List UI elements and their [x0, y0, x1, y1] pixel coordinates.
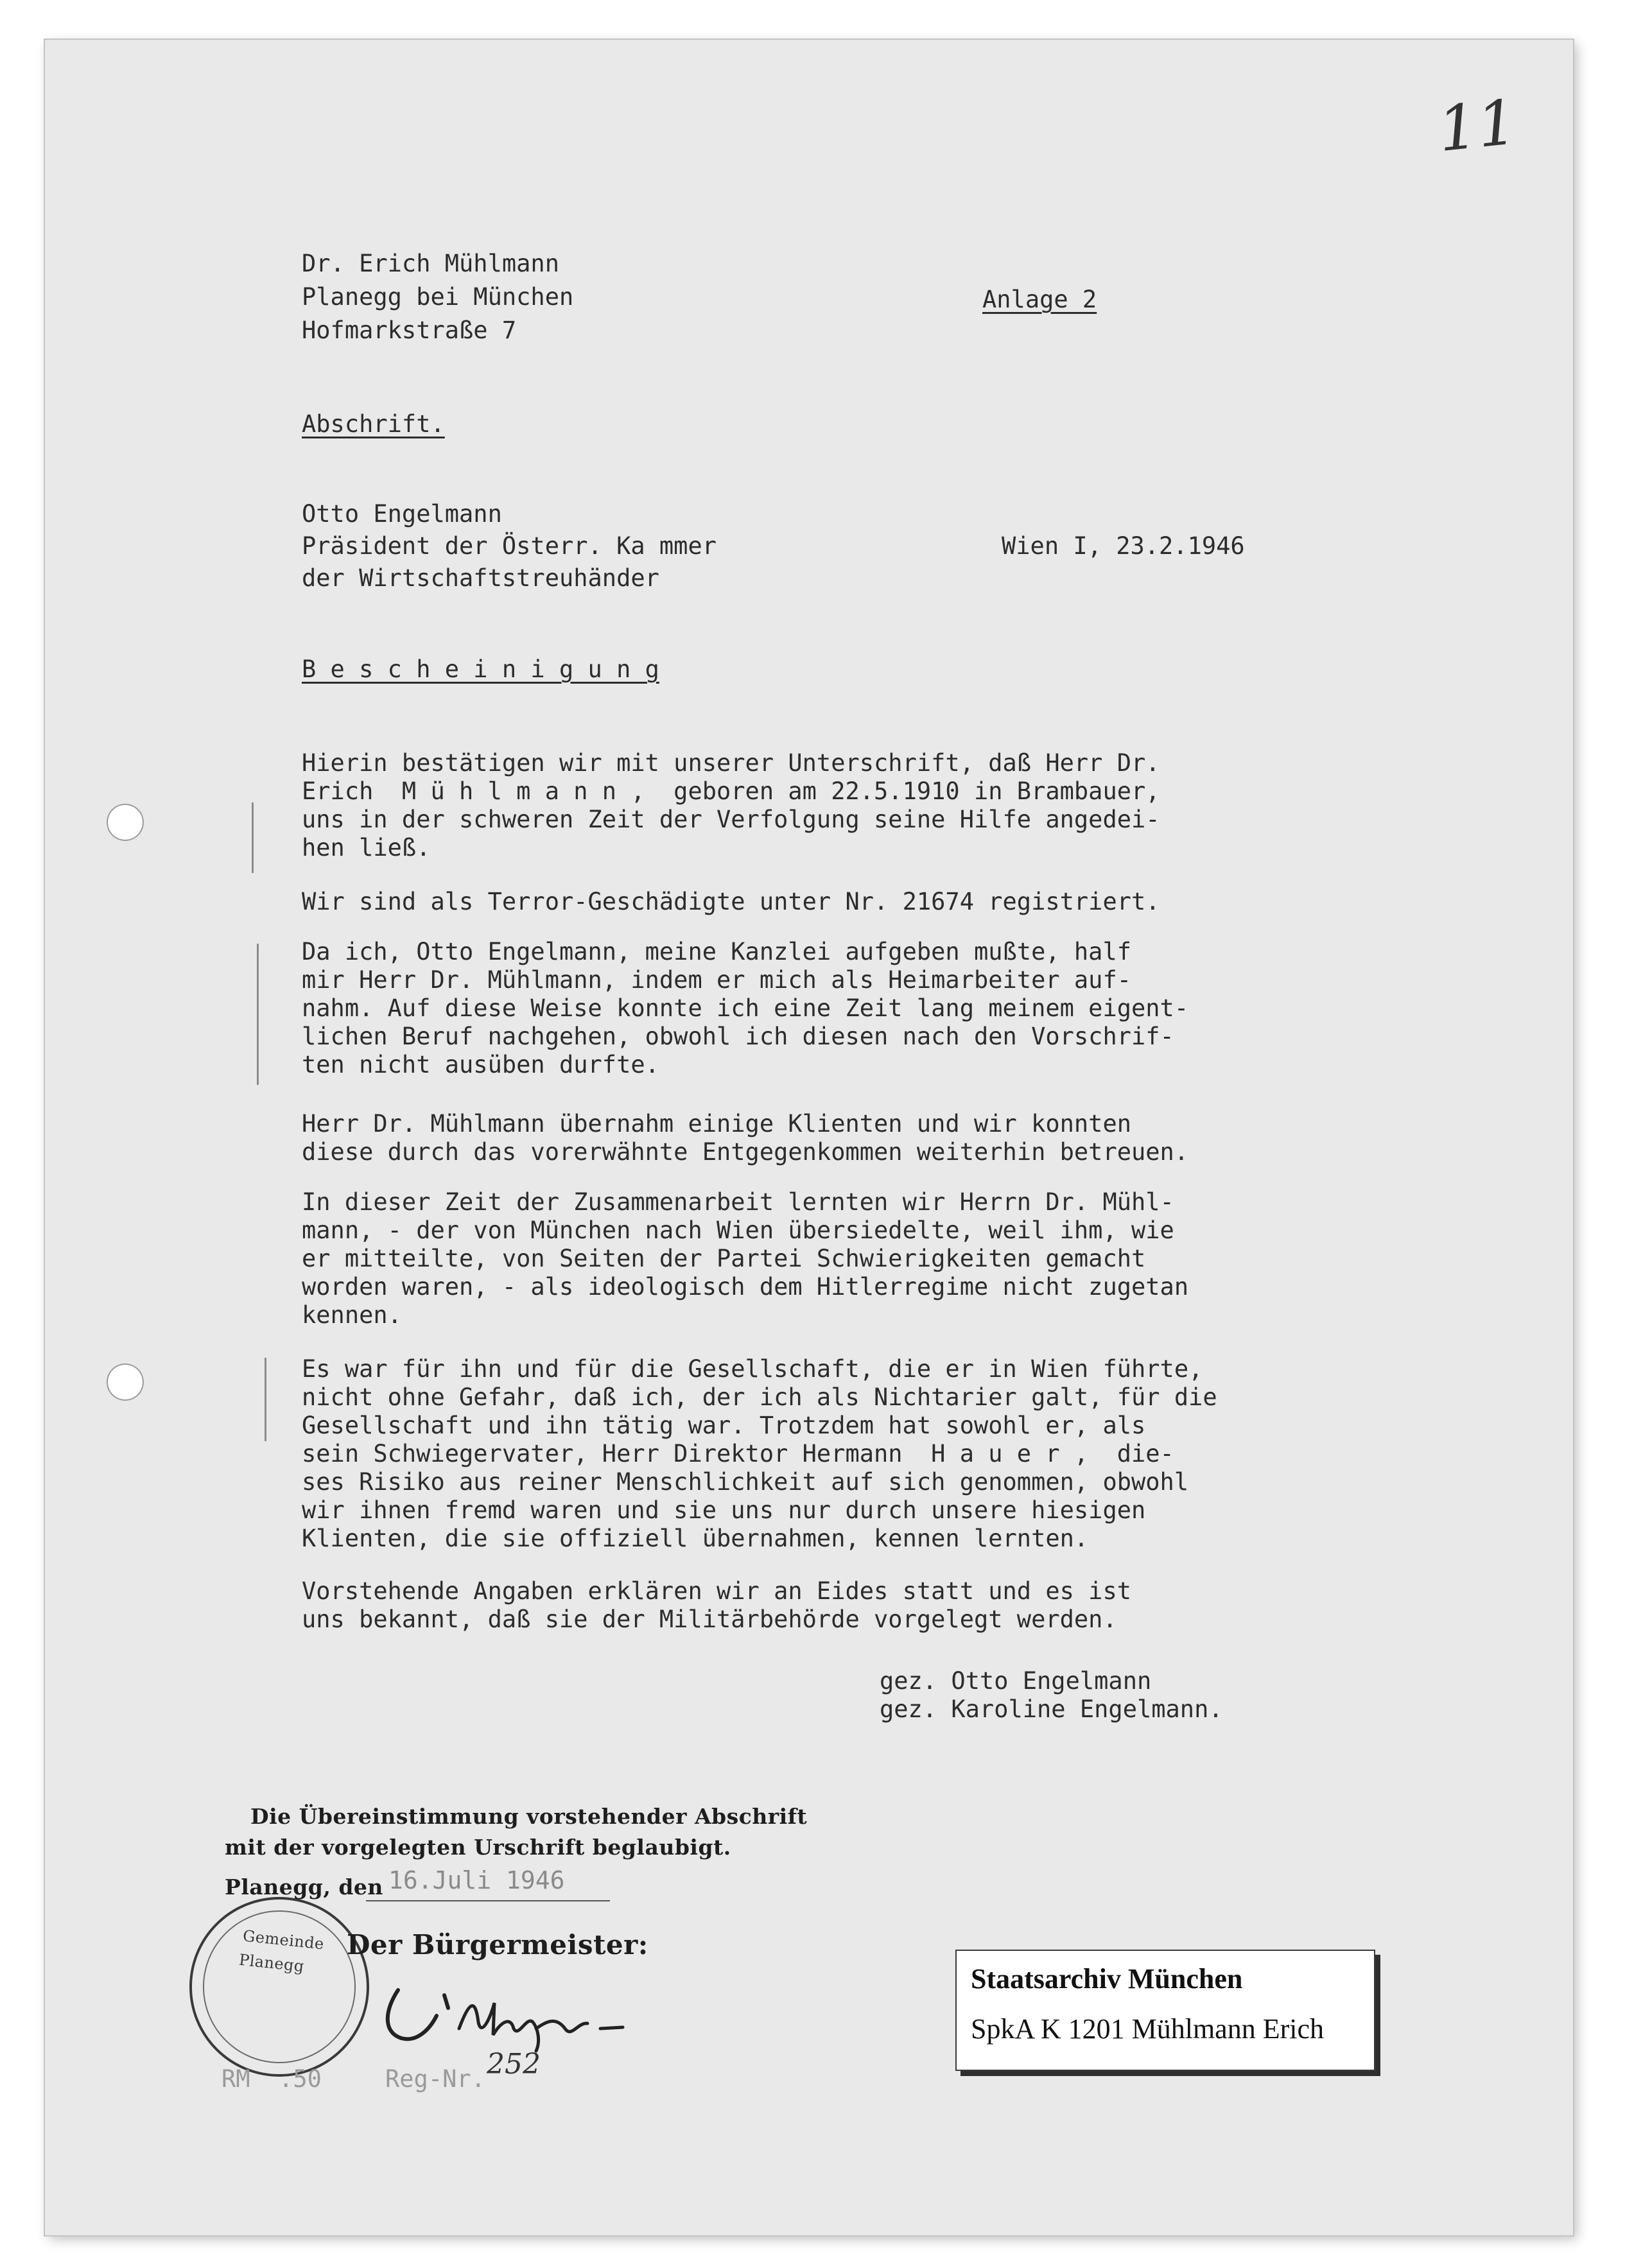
body-line: hen ließ.	[302, 834, 431, 861]
body-line: Hierin bestätigen wir mit unserer Unterschrift, daß Herr Dr.	[302, 749, 1160, 777]
copy-label: Abschrift.	[302, 410, 445, 438]
page-number: 11	[1434, 85, 1520, 166]
registration-number: 252	[487, 2048, 541, 2081]
archive-label-title: Staatsarchiv München	[971, 1963, 1243, 1995]
seal-text: Gemeinde	[241, 1926, 326, 1953]
sender-street: Hofmarkstraße 7	[302, 316, 517, 344]
body-line: wir ihnen fremd waren und sie uns nur durch unsere hiesigen	[302, 1496, 1146, 1524]
body-line: Wir sind als Terror-Geschädigte unter Nr. 21674 registriert.	[302, 888, 1160, 915]
sender-name: Dr. Erich Mühlmann	[302, 250, 559, 277]
certification-line: mit der vorgelegten Urschrift beglaubigt.	[225, 1835, 731, 1860]
archive-label	[955, 1950, 1375, 2071]
margin-mark	[257, 944, 259, 1085]
seal-text: Planegg	[238, 1950, 306, 1976]
body-line: ten nicht ausüben durfte.	[302, 1051, 659, 1078]
body-line: sein Schwiegervater, Herr Direktor Hermann H a u e r , die-	[302, 1440, 1174, 1467]
certification-date: 16.Juli 1946	[388, 1866, 565, 1894]
body-line: nahm. Auf diese Weise konnte ich eine Zeit lang meinem eigent-	[302, 994, 1189, 1022]
mayor-signature	[372, 1977, 668, 2054]
body-line: mann, - der von München nach Wien übersiedelte, weil ihm, wie	[302, 1216, 1174, 1244]
sender-place: Planegg bei München	[302, 283, 574, 311]
body-line: Vorstehende Angaben erklären wir an Eides statt und es ist	[302, 1577, 1132, 1605]
body-line: Erich M ü h l m a n n , geboren am 22.5.1910 in Brambauer,	[302, 777, 1160, 805]
issuer-title-line-1: Präsident der Österr. Ka mmer	[302, 532, 717, 560]
document-heading: B e s c h e i n i g u n g	[302, 655, 659, 683]
place-date: Wien I, 23.2.1946	[1002, 532, 1245, 560]
body-line: er mitteilte, von Seiten der Partei Schwierigkeiten gemacht	[302, 1245, 1146, 1272]
body-line: Gesellschaft und ihn tätig war. Trotzdem hat sowohl er, als	[302, 1412, 1146, 1439]
date-line	[366, 1900, 610, 1901]
body-line: uns bekannt, daß sie der Militärbehörde vorgelegt werden.	[302, 1606, 1117, 1633]
fee-label: RM .50	[222, 2065, 322, 2093]
certification-place-label: Planegg, den	[225, 1874, 383, 1900]
body-line: uns in der schweren Zeit der Verfolgung seine Hilfe angedei-	[302, 806, 1160, 833]
mayor-label: Der Bürgermeister:	[347, 1929, 648, 1961]
margin-mark	[265, 1358, 266, 1441]
registration-label: Reg-Nr.	[385, 2065, 485, 2093]
margin-mark	[252, 802, 254, 873]
body-line: worden waren, - als ideologisch dem Hitlerregime nicht zugetan	[302, 1273, 1189, 1301]
body-line: kennen.	[302, 1301, 402, 1329]
body-line: In dieser Zeit der Zusammenarbeit lernten wir Herrn Dr. Mühl-	[302, 1188, 1174, 1216]
body-line: lichen Beruf nachgehen, obwohl ich diesen nach den Vorschrif-	[302, 1023, 1174, 1050]
signature-line: gez. Karoline Engelmann.	[880, 1695, 1223, 1723]
municipal-seal	[186, 1894, 372, 2080]
issuer-name: Otto Engelmann	[302, 500, 502, 528]
body-line: Herr Dr. Mühlmann übernahm einige Klienten und wir konnten	[302, 1110, 1132, 1138]
punch-hole-bottom	[107, 1363, 144, 1401]
body-line: Da ich, Otto Engelmann, meine Kanzlei aufgeben mußte, half	[302, 938, 1132, 965]
body-line: mir Herr Dr. Mühlmann, indem er mich als Heimarbeiter auf-	[302, 966, 1132, 994]
body-line: nicht ohne Gefahr, daß ich, der ich als Nichtarier galt, für die	[302, 1383, 1217, 1411]
archive-label-reference: SpkA K 1201 Mühlmann Erich	[971, 2013, 1324, 2045]
enclosure-label: Anlage 2	[982, 286, 1097, 313]
body-line: ses Risiko aus reiner Menschlichkeit auf sich genommen, obwohl	[302, 1468, 1189, 1496]
punch-hole-top	[107, 804, 144, 841]
body-line: Es war für ihn und für die Gesellschaft, die er in Wien führte,	[302, 1355, 1203, 1383]
certification-line: Die Übereinstimmung vorstehender Abschrift	[250, 1804, 808, 1829]
signature-line: gez. Otto Engelmann	[880, 1667, 1152, 1695]
body-line: Klienten, die sie offiziell übernahmen, kennen lernten.	[302, 1525, 1089, 1552]
issuer-title-line-2: der Wirtschaftstreuhänder	[302, 564, 659, 592]
body-line: diese durch das vorerwähnte Entgegenkommen weiterhin betreuen.	[302, 1138, 1189, 1166]
